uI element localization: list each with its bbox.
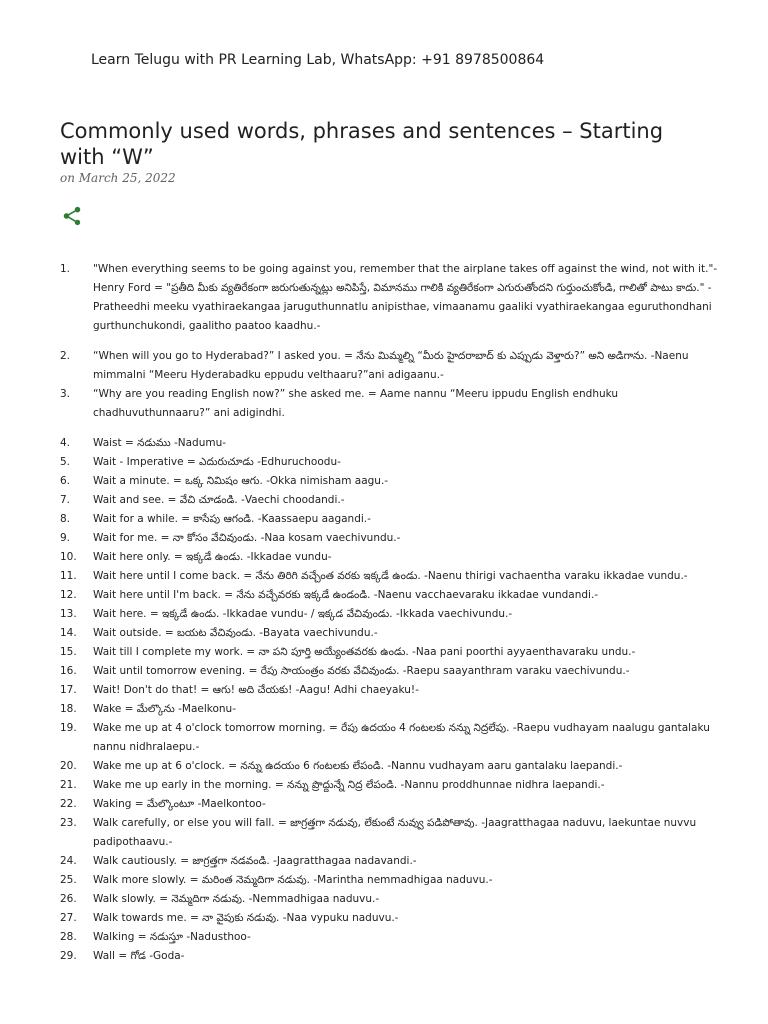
list-item — [0, 719, 768, 757]
item-text: Wait for a while. = కాసేపు ఆగండి. -Kaassaepu aagandi.- — [93, 513, 371, 525]
post-date: on March 25, 2022 — [60, 171, 176, 185]
item-number: 12. — [60, 589, 77, 601]
item-text: Walk cautiously. = జాగ్రత్తగా నడవండి. -Jaagratthagaa nadavandi.- — [93, 855, 417, 867]
list-item — [0, 586, 768, 605]
item-text: Wait a minute. = ఒక్క నిమిషం ఆగు. -Okka nimisham aagu.- — [93, 475, 389, 487]
list-item — [0, 947, 768, 966]
item-number: 14. — [60, 627, 77, 639]
item-number: 20. — [60, 760, 77, 772]
item-text: Walking = నడుస్తూ -Nadusthoo- — [93, 931, 251, 943]
item-text: Wait - Imperative = ఎదురుచూడు -Edhuruchoodu- — [93, 456, 341, 468]
item-number: 13. — [60, 608, 77, 620]
list-item — [0, 814, 768, 852]
item-text: Wake me up at 6 o'clock. = నన్ను ఉదయం 6 గంటలకు లేపండి. -Nannu vudhayam aaru gantalaku laepandi.- — [93, 760, 623, 772]
item-number: 17. — [60, 684, 77, 696]
post-title: Commonly used words, phrases and sentences – Starting with “W” — [60, 119, 664, 169]
item-number: 25. — [60, 874, 77, 886]
list-item — [0, 871, 768, 890]
item-text: Walk carefully, or else you will fall. = జాగ్రత్తగా నడువు, లేకుంటే నువ్వు పడిపోతావు. -Jaagratthagaa naduvu, laekuntae nuvvu padipothaavu.- — [93, 817, 697, 848]
item-number: 19. — [60, 722, 77, 734]
list-item — [0, 795, 768, 814]
item-number: 29. — [60, 950, 77, 962]
item-number: 3. — [60, 388, 71, 400]
list-item — [0, 890, 768, 909]
item-text: Walk towards me. = నా వైపుకు నడువు. -Naa vypuku naduvu.- — [93, 912, 399, 924]
list-item — [0, 624, 768, 643]
item-number: 23. — [60, 817, 77, 829]
item-number: 8. — [60, 513, 71, 525]
item-text: Wake me up early in the morning. = నన్ను ప్రొద్దున్నే నిద్ర లేపండి. -Nannu proddhunnae nidhra laepandi.- — [93, 779, 605, 791]
item-text: Wait here until I'm back. = నేను వచ్చేవరకు ఇక్కడే ఉండండి. -Naenu vacchaevaraku ikkadae vundandi.- — [93, 589, 599, 601]
list-item — [0, 776, 768, 795]
list-item — [0, 605, 768, 624]
item-number: 15. — [60, 646, 77, 658]
item-number: 5. — [60, 456, 71, 468]
share-button[interactable] — [61, 205, 83, 227]
item-number: 27. — [60, 912, 77, 924]
item-text: Wait here only. = ఇక్కడే ఉండు. -Ikkadae vundu- — [93, 551, 332, 563]
list-item — [0, 643, 768, 662]
list-item — [0, 567, 768, 586]
item-number: 22. — [60, 798, 77, 810]
blog-header-link[interactable]: Learn Telugu with PR Learning Lab, WhatsApp: +91 8978500864 — [91, 52, 545, 68]
item-number: 6. — [60, 475, 71, 487]
list-item — [0, 548, 768, 567]
item-text: "When everything seems to be going against you, remember that the airplane takes off against the wind, not with it."- Henry Ford = "ప్రతీది మీకు వ్యతిరేకంగా జరుగుతున్నట్లు అనిపిస్తే, విమానము గాలికి వ్యతిరేకంగా ఎగురుతోందని గుర్తుంచుకోండి, గాలితో పాటు కాదు." -Pratheedhi meeku vyathiraekangaa jaruguthunnatlu anipisthae, vimaanamu gaaliki vyathiraekangaa eguruthondhani gurthunchukondi, gaalitho paatoo kaadhu.- — [93, 263, 718, 332]
item-number: 7. — [60, 494, 71, 506]
item-text: Wall = గోడ -Goda- — [93, 950, 185, 962]
item-text: Wait and see. = వేచి చూడండి. -Vaechi choodandi.- — [93, 494, 345, 506]
item-text: Wait here. = ఇక్కడే ఉండు. -Ikkadae vundu- / ఇక్కడ వేచివుండు. -Ikkada vaechivundu.- — [93, 608, 513, 620]
list-item — [0, 909, 768, 928]
item-number: 26. — [60, 893, 77, 905]
item-number: 16. — [60, 665, 77, 677]
item-text: Wait until tomorrow evening. = రేపు సాయంత్రం వరకు వేచివుండు. -Raepu saayanthram varaku vaechivundu.- — [93, 665, 630, 677]
item-text: Walk more slowly. = మరింత నెమ్మదిగా నడువు. -Marintha nemmadhigaa naduvu.- — [93, 874, 493, 886]
item-number: 4. — [60, 437, 71, 449]
list-item — [0, 260, 768, 336]
item-text: Wait here until I come back. = నేను తిరిగి వచ్చేంత వరకు ఇక్కడే ఉండు. -Naenu thirigi vachaentha varaku ikkadae vundu.- — [93, 570, 688, 582]
list-item — [0, 757, 768, 776]
item-number: 10. — [60, 551, 77, 563]
item-text: Wait till I complete my work. = నా పని పూర్తి అయ్యేంతవరకు ఉండు. -Naa pani poorthi ayyaenthavaraku undu.- — [93, 646, 636, 658]
list-item — [0, 662, 768, 681]
item-text: Wake = మేల్కొను -Maelkonu- — [93, 703, 236, 715]
phrase-list — [0, 260, 768, 966]
list-item — [0, 529, 768, 548]
list-item — [0, 852, 768, 871]
item-text: Wake me up at 4 o'clock tomorrow morning. = రేపు ఉదయం 4 గంటలకు నన్ను నిద్రలేపు. -Raepu vudhayam naalugu gantalaku nannu nidhralaepu.- — [93, 722, 710, 753]
item-text: Waking = మేల్కొంటూ -Maelkontoo- — [93, 798, 266, 810]
share-icon — [61, 205, 83, 227]
list-item — [0, 385, 768, 423]
item-text: “When will you go to Hyderabad?” I asked you. = నేను మిమ్మల్ని “మీరు హైదరాబాద్ కు ఎప్పుడు వెళ్తారు?” అని అడిగాను. -Naenu mimmalni “Meeru Hyderabadku eppudu velthaaru?”ani adigaanu.- — [93, 350, 689, 381]
item-number: 11. — [60, 570, 77, 582]
item-number: 21. — [60, 779, 77, 791]
list-item — [0, 491, 768, 510]
item-text: “Why are you reading English now?” she asked me. = Aame nannu “Meeru ippudu English endhuku chadhuvuthunnaaru?” ani adigindhi. — [93, 388, 619, 419]
item-number: 18. — [60, 703, 77, 715]
item-number: 1. — [60, 263, 71, 275]
item-text: Walk slowly. = నెమ్మదిగా నడువు. -Nemmadhigaa naduvu.- — [93, 893, 380, 905]
list-item — [0, 434, 768, 453]
list-item — [0, 510, 768, 529]
item-text: Wait outside. = బయట వేచివుండు. -Bayata vaechivundu.- — [93, 627, 378, 639]
list-item — [0, 472, 768, 491]
list-item — [0, 681, 768, 700]
item-number: 9. — [60, 532, 71, 544]
item-number: 2. — [60, 350, 71, 362]
list-item — [0, 347, 768, 385]
item-text: Wait! Don't do that! = ఆగు! అది చేయకు! -Aagu! Adhi chaeyaku!- — [93, 684, 419, 696]
list-item — [0, 700, 768, 719]
item-number: 24. — [60, 855, 77, 867]
item-text: Wait for me. = నా కోసం వేచివుండు. -Naa kosam vaechivundu.- — [93, 532, 401, 544]
item-number: 28. — [60, 931, 77, 943]
item-text: Waist = నడుము -Nadumu- — [93, 437, 227, 449]
list-item — [0, 453, 768, 472]
list-item — [0, 928, 768, 947]
